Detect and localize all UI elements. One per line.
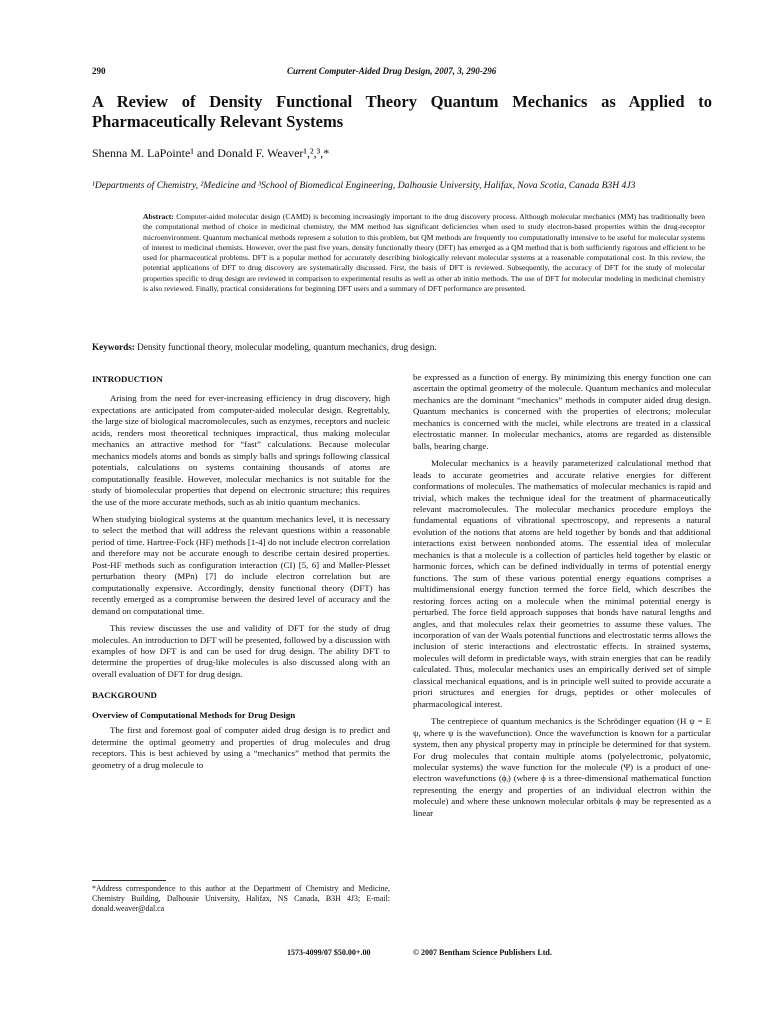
section-heading-background: BACKGROUND (92, 690, 157, 701)
page-number: 290 (92, 66, 106, 76)
intro-paragraph-1: Arising from the need for ever-increasing efficiency in drug discovery, high expectations are anticipated from computer-aided molecular design. Regrettably, the large size of biological macromolecules, such as enzymes, receptors and nucleic acids, renders most theoretical techniques impractical, thus making molecular mechanics an attractive method for “fast” calculations. Because molecular mechanics models atoms and bonds as simply balls and springs following classical potentials, calculations on systems containing thousands of atoms are computationally feasible. However, molecular mechanics is not suitable for the study of biomolecular properties that depend on electronic structure; this requires the use of the more accurate methods, such as ab initio quantum mechanics. (92, 393, 390, 507)
journal-citation: Current Computer-Aided Drug Design, 2007, 3, 290-296 (287, 66, 497, 76)
right-paragraph-1: be expressed as a function of energy. By minimizing this energy function one can ascertain the optimal geometry of the molecule. Quantum mechanics and molecular mechanics are the dominant “mechanics” methods in computer aided drug design. Quantum mechanics is concerned with the properties of electrons; molecular mechanics is concerned with the nuclei, while electrons are treated in a classical electrostatic manner. In molecular mechanics, atoms are regarded as distensible balls, bearing charge. (413, 372, 711, 451)
affiliations: ¹Departments of Chemistry, ²Medicine and ³School of Biomedical Engineering, Dalhousie University, Halifax, Nova Scotia, Canada B3H 4J3 (92, 180, 636, 191)
right-paragraph-2: Molecular mechanics is a heavily parameterized calculational method that leads to accurate geometries and accurate relative energies for different conformations of molecules. The mathematics of molecular mechanics is rapid and trivial, which makes the technique ideal for the treatment of pharmaceutically relevant macromolecules. The molecular mechanics procedure employs the fundamental equations of vibrational spectroscopy, and represents a natural evolution of the notions that atoms are held together by bonds and that additional interactions exist between nonbonded atoms. The essential idea of molecular mechanics is that a molecule is a collection of particles held together by elastic or harmonic forces, which can be defined individually in terms of potential energy functions. The sum of these various potential energy equations comprises a multidimensional energy function termed the force field, which describes the restoring forces acting on a molecule when the minimal potential energy is perturbed. The force field approach supposes that bonds have natural lengths and angles, and that molecules relax their geometries to assume these values. The incorporation of van der Waals potential functions and electrostatic terms allows the inclusion of steric interactions and electrostatic effects. In strained systems, molecules will deform in predictable ways, with strain energies that can be readily calculated. Thus, molecular mechanics uses an empirically derived set of simple classical mechanical equations, and is in principle well suited to provide accurate a priori structures and energies for drugs, peptides or other molecules of pharmacological interest. (413, 458, 711, 709)
intro-paragraph-2: When studying biological systems at the quantum mechanics level, it is necessary to select the method that will address the relevant questions within a reasonable period of time. Hartree-Fock (HF) methods [1-4] do not include electron correlation and therefore may not be accurate enough to describe certain desired properties. Post-HF methods such as configuration interaction (CI) [5, 6] and Møller-Plesset perturbation theory (MPn) [7] do include electron correlation but are computationally expensive. Accordingly, density functional theory (DFT) has recently emerged as a compromise between the desired level of accuracy and the demand on computational time. (92, 513, 390, 616)
author-list: Shenna M. LaPointe¹ and Donald F. Weaver¹,²,³,* (92, 146, 330, 160)
abstract-label: Abstract: (143, 212, 174, 221)
intro-paragraph-3: This review discusses the use and validity of DFT for the study of drug molecules. An introduction to DFT will be presented, followed by a discussion with examples of how DFT is and can be used for drug design. The ability DFT to determine the properties of drug-like molecules is also discussed along with an overall evaluation of DFT for drug design. (92, 623, 390, 679)
keywords-text: Density functional theory, molecular modeling, quantum mechanics, drug design. (137, 342, 437, 352)
section-heading-introduction: INTRODUCTION (92, 374, 163, 384)
keywords-label: Keywords: (92, 342, 135, 352)
left-column (92, 374, 390, 777)
keywords (92, 342, 437, 352)
right-column (413, 372, 711, 825)
right-paragraph-3: The centrepiece of quantum mechanics is the Schrödinger equation (H ψ = E ψ, where ψ is the wavefunction). Once the wavefunction is known for a particular system, then any physical property may in principle be determined for that system. For drug molecules that contain multiple atoms (polyelectronic, polyatomic, molecular systems) the wave function for the molecule (Ψ) is a product of one-electron wavefunctions (ϕᵢ) (where ϕ is a three-dimensional mathematical function representing the energy and properties of an individual electron within the molecule) and where these unknown molecular orbitals ϕ may be represented as a linear (413, 716, 711, 818)
abstract-text: Computer-aided molecular design (CAMD) is becoming increasingly important to the drug discovery process. Although molecular mechanics (MM) has traditionally been the computational method of choice in medicinal chemistry, the MM method has significant deficiencies when used to study electron-based properties within the drug-receptor microenvironment. Quantum mechanical methods represent a solution to this problem, but QM methods are frequently too computationally intensive to be useful for molecular systems of interest to medicinal chemists. However, over the past five years, density functionally theory (DFT) has emerged as a QM method that is both sufficiently rigorous and efficient to be used for pharmaceutical problems. DFT is a popular method for accurately describing biologically relevant molecular systems at a reasonable computational cost. In this review, the potential applications of DFT to drug discovery are systematically discussed. First, the basis of DFT is reviewed. Subsequently, the accuracy of DFT for the study of molecular properties specific to drug design are reviewed in comparison to experimental results as well as other ab initio methods. The use of DFT for molecular modeling in medicinal chemistry is also reviewed. Finally, practical considerations for beginning DFT users and a summary of DFT performance are presented. (143, 212, 705, 294)
footer-copyright: © 2007 Bentham Science Publishers Ltd. (413, 948, 552, 957)
footnote-divider (92, 880, 166, 881)
correspondence-footnote: *Address correspondence to this author at the Department of Chemistry and Medicine, Chemistry Building, Dalhousie University, Halifax, NS Canada, B3H 4J3; E-mail: donald.weaver@dal.ca (92, 884, 390, 913)
abstract (143, 212, 705, 294)
subsection-heading: Overview of Computational Methods for Drug Design (92, 709, 296, 720)
article-title: A Review of Density Functional Theory Quantum Mechanics as Applied to Pharmaceutically Relevant Systems (92, 92, 712, 131)
background-paragraph-1: The first and foremost goal of computer aided drug design is to predict and determine the optimal geometry and properties of drug molecules and drug receptors. This is best achieved by using a “mechanics” method that permits the geometry of a drug molecule to (92, 725, 390, 770)
footer-issn: 1573-4099/07 $50.00+.00 (287, 948, 371, 957)
